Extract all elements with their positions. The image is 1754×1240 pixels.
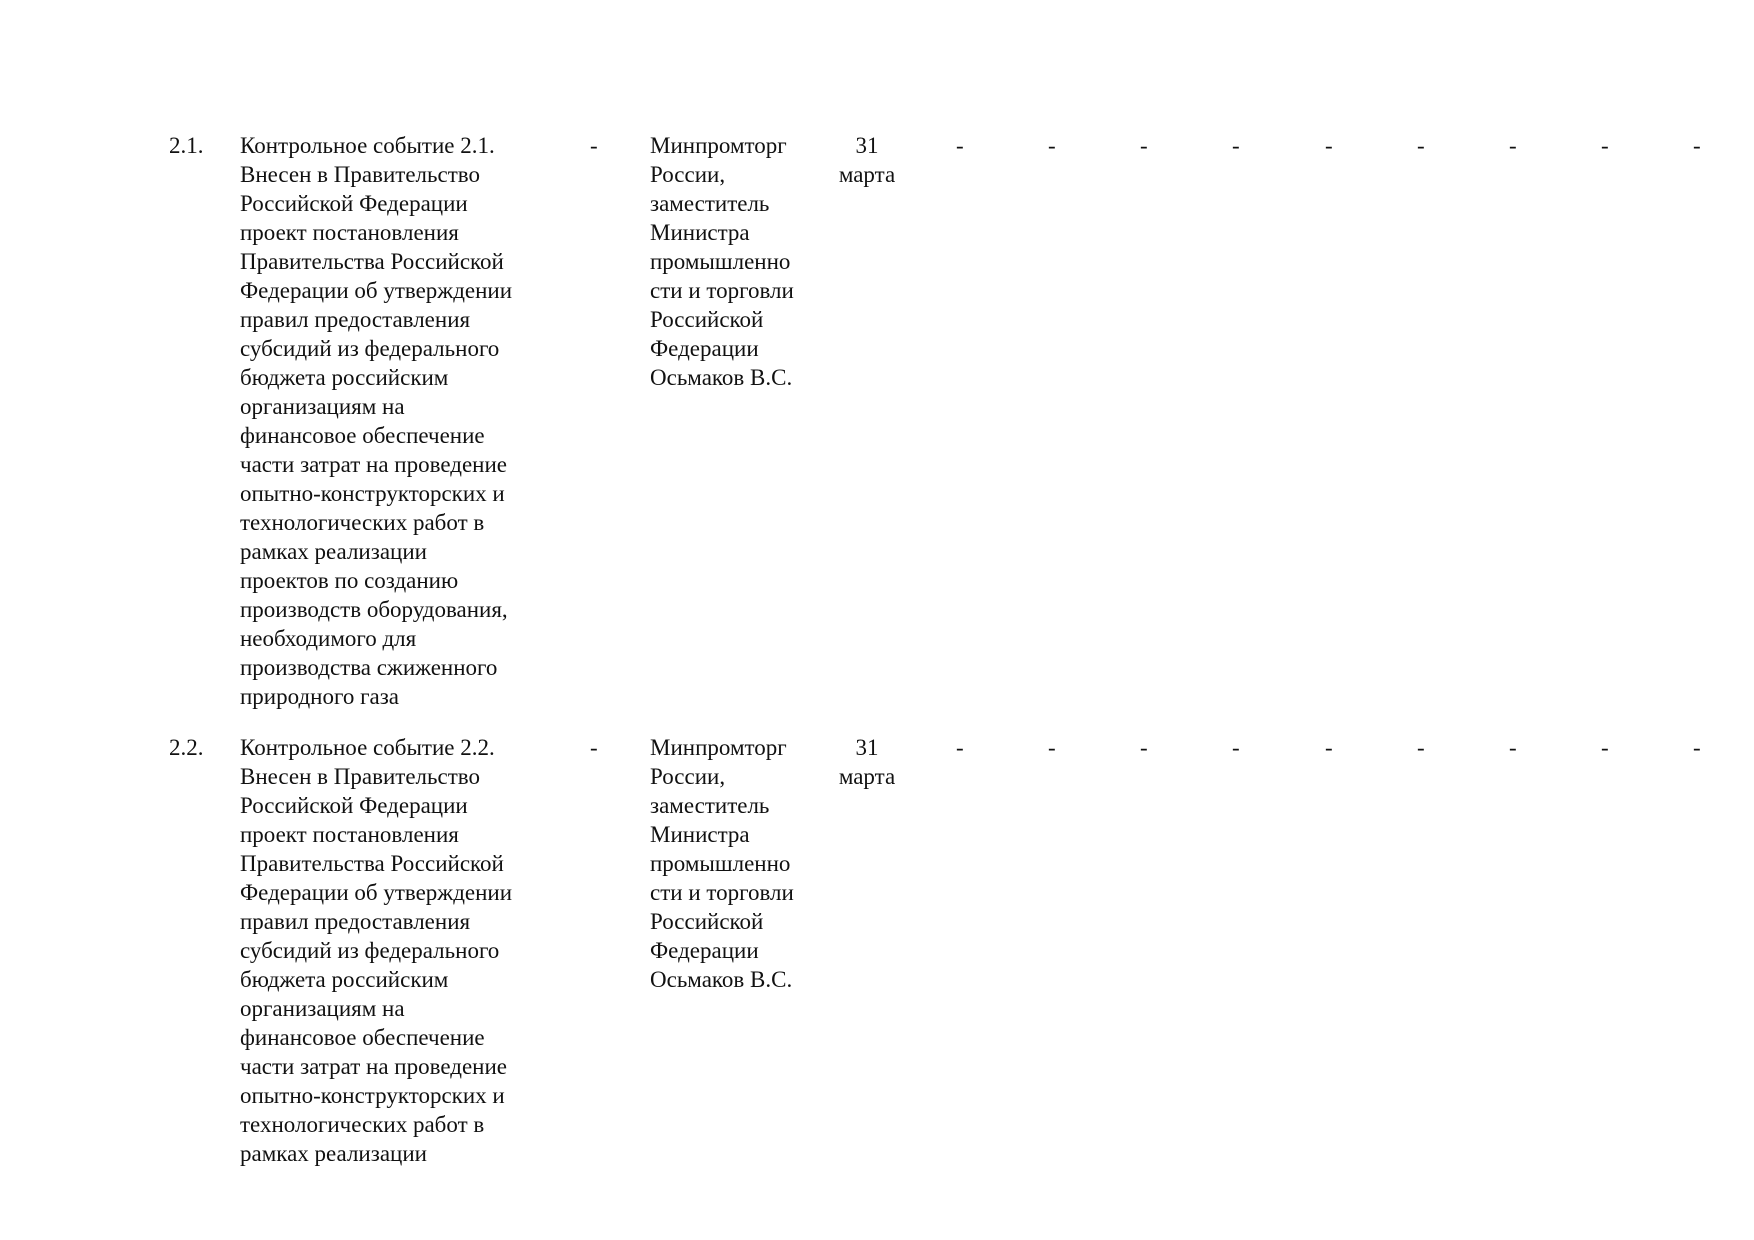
responsible-line: промышленно xyxy=(650,249,791,274)
description-line: правил предоставления xyxy=(240,909,471,934)
value-cell: - xyxy=(1509,735,1517,760)
responsible-line: сти и торговли xyxy=(650,880,794,905)
description-line: Российской Федерации xyxy=(240,191,468,216)
responsible-line: Федерации xyxy=(650,336,759,361)
description-line: Контрольное событие 2.2. xyxy=(240,735,495,760)
date-day: 31 xyxy=(855,133,879,158)
dash-cell: - xyxy=(590,133,598,158)
responsible-line: Осьмаков В.С. xyxy=(650,967,793,992)
description-line: Контрольное событие 2.1. xyxy=(240,133,495,158)
responsible-person xyxy=(650,733,794,994)
value-cell: - xyxy=(1048,735,1056,760)
description-line: необходимого для xyxy=(240,626,417,651)
value-cell: - xyxy=(1601,133,1609,158)
description-line: технологических работ в xyxy=(240,1112,485,1137)
responsible-line: России, xyxy=(650,764,726,789)
description-line: субсидий из федерального xyxy=(240,938,500,963)
description-line: организациям на xyxy=(240,996,405,1021)
responsible-line: Федерации xyxy=(650,938,759,963)
value-cell: - xyxy=(1417,133,1425,158)
value-cell: - xyxy=(1325,735,1333,760)
value-cell: - xyxy=(1140,735,1148,760)
responsible-line: Минпромторг xyxy=(650,133,787,158)
value-cell: - xyxy=(956,735,964,760)
description-line: Внесен в Правительство xyxy=(240,764,480,789)
description-line: финансовое обеспечение xyxy=(240,1025,485,1050)
responsible-line: Российской xyxy=(650,307,764,332)
responsible-line: Министра xyxy=(650,220,750,245)
description-line: Внесен в Правительство xyxy=(240,162,480,187)
responsible-line: Российской xyxy=(650,909,764,934)
responsible-line: сти и торговли xyxy=(650,278,794,303)
description-line: организациям на xyxy=(240,394,405,419)
value-cell: - xyxy=(1417,735,1425,760)
description-line: части затрат на проведение xyxy=(240,1054,507,1079)
description-line: проект постановления xyxy=(240,220,459,245)
description-line: рамках реализации xyxy=(240,1141,427,1166)
description-line: проектов по созданию xyxy=(240,568,459,593)
date-month: марта xyxy=(838,764,896,789)
description-line: опытно-конструкторских и xyxy=(240,1083,505,1108)
deadline-date xyxy=(836,131,898,189)
description-line: бюджета российским xyxy=(240,967,449,992)
responsible-line: заместитель xyxy=(650,191,770,216)
value-cell: - xyxy=(1232,133,1240,158)
description-line: Федерации об утверждении xyxy=(240,880,513,905)
description-line: производств оборудования, xyxy=(240,597,508,622)
value-cell: - xyxy=(1325,133,1333,158)
responsible-person xyxy=(650,131,794,392)
description-line: финансовое обеспечение xyxy=(240,423,485,448)
description-line: Правительства Российской xyxy=(240,249,504,274)
description-line: опытно-конструкторских и xyxy=(240,481,505,506)
responsible-line: Министра xyxy=(650,822,750,847)
description-line: части затрат на проведение xyxy=(240,452,507,477)
value-cell: - xyxy=(1601,735,1609,760)
value-cell: - xyxy=(1509,133,1517,158)
dash-cell: - xyxy=(590,735,598,760)
row-number: 2.1. xyxy=(169,133,204,158)
row-number: 2.2. xyxy=(169,735,204,760)
description-line: технологических работ в xyxy=(240,510,485,535)
responsible-line: промышленно xyxy=(650,851,791,876)
description-line: рамках реализации xyxy=(240,539,427,564)
event-description xyxy=(240,131,540,711)
description-line: проект постановления xyxy=(240,822,459,847)
value-cell: - xyxy=(1140,133,1148,158)
description-line: правил предоставления xyxy=(240,307,471,332)
description-line: природного газа xyxy=(240,684,400,709)
description-line: Российской Федерации xyxy=(240,793,468,818)
responsible-line: России, xyxy=(650,162,726,187)
responsible-line: заместитель xyxy=(650,793,770,818)
description-line: Федерации об утверждении xyxy=(240,278,513,303)
value-cell: - xyxy=(956,133,964,158)
description-line: бюджета российским xyxy=(240,365,449,390)
responsible-line: Осьмаков В.С. xyxy=(650,365,793,390)
event-description xyxy=(240,733,540,1168)
date-day: 31 xyxy=(855,735,879,760)
description-line: субсидий из федерального xyxy=(240,336,500,361)
description-line: Правительства Российской xyxy=(240,851,504,876)
value-cell: - xyxy=(1693,735,1701,760)
description-line: производства сжиженного xyxy=(240,655,498,680)
value-cell: - xyxy=(1232,735,1240,760)
deadline-date xyxy=(836,733,898,791)
value-cell: - xyxy=(1693,133,1701,158)
date-month: марта xyxy=(838,162,896,187)
responsible-line: Минпромторг xyxy=(650,735,787,760)
value-cell: - xyxy=(1048,133,1056,158)
